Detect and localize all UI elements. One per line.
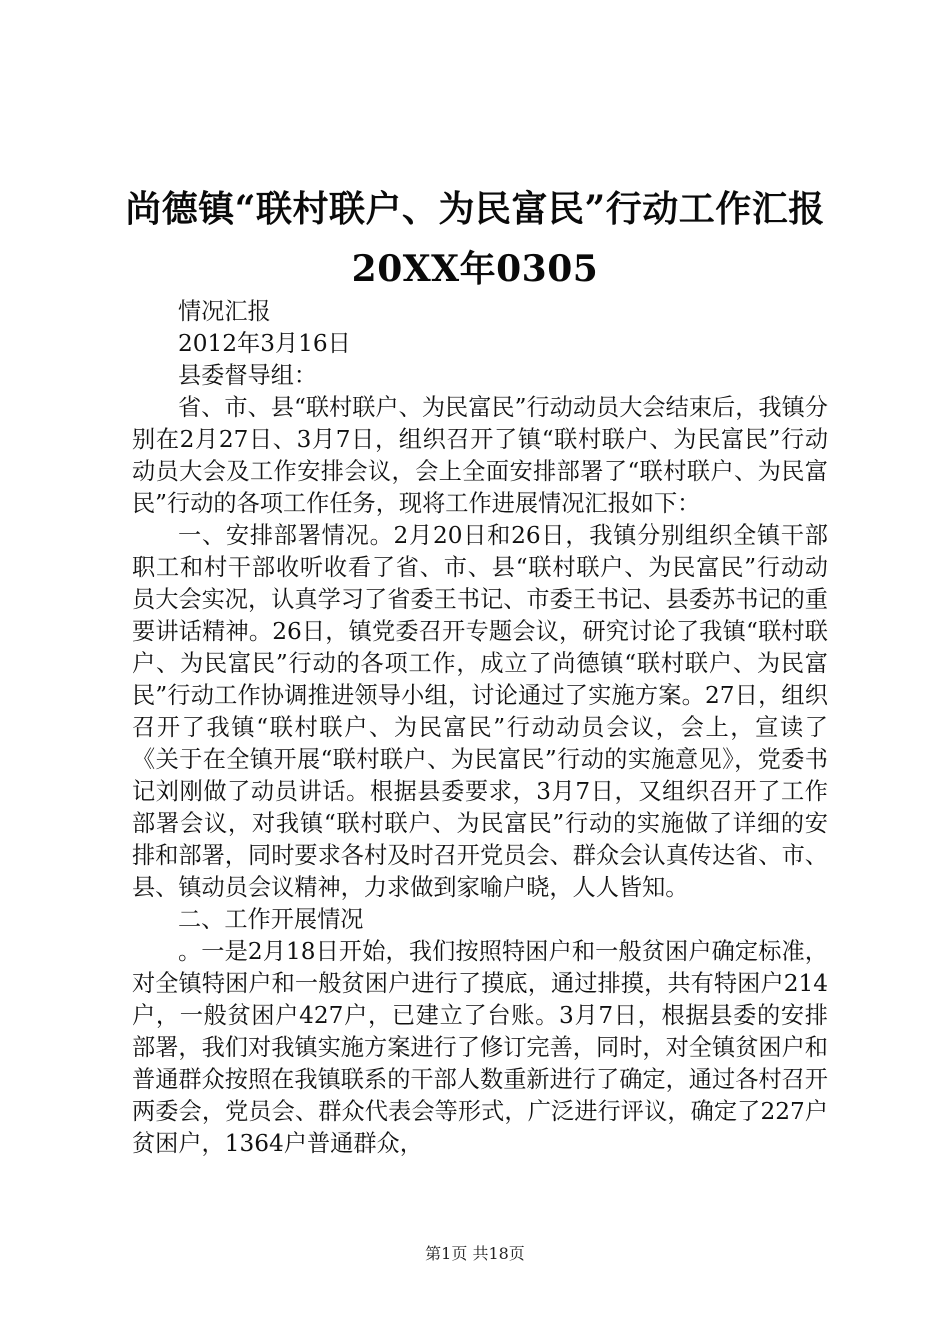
doc-paragraph-section-2: 。一是2月18日开始，我们按照特困户和一般贫困户确定标准，对全镇特困户和一般贫困户进行了摸底，通过排摸，共有特困户214户，一般贫困户427户，已建立了台账。3月7日，根据县委的安排部署，我们对我镇实施方案进行了修订完善，同时，对全镇贫困户和普通群众按照在我镇联系的干部人数重新进行了确定，通过各村召开两委会，党员会、群众代表会等形式，广泛进行评议，确定了227户贫困户，1364户普通群众， <box>132 938 828 1157</box>
document-title-line-1: 尚德镇“联村联户、为民富民”行动工作汇报 <box>125 188 825 230</box>
page-footer: 第1页 共18页 <box>425 1244 525 1263</box>
doc-paragraph-intro: 省、市、县“联村联户、为民富民”行动动员大会结束后，我镇分别在2月27日、3月7日，组织召开了镇“联村联户、为民富民”行动动员大会及工作安排会议，会上全面安排部署了“联村联户、为民富民”行动的各项工作任务，现将工作进展情况汇报如下： <box>132 394 828 517</box>
document-title-line-2: 20XX年0305 <box>351 248 599 290</box>
doc-section-2-heading: 二、工作开展情况 <box>178 906 364 933</box>
doc-paragraph-section-1: 一、安排部署情况。2月20日和26日，我镇分别组织全镇干部职工和村干部收听收看了省、市、县“联村联户、为民富民”行动动员大会实况，认真学习了省委王书记、市委王书记、县委苏书记的重要讲话精神。26日，镇党委召开专题会议，研究讨论了我镇“联村联户、为民富民”行动的各项工作，成立了尚德镇“联村联户、为民富民”行动工作协调推进领导小组，讨论通过了实施方案。27日，组织召开了我镇“联村联户、为民富民”行动动员会议，会上，宣读了《关于在全镇开展“联村联户、为民富民”行动的实施意见》，党委书记刘刚做了动员讲话。根据县委要求，3月7日，又组织召开了工作部署会议，对我镇“联村联户、为民富民”行动的实施做了详细的安排和部署，同时要求各村及时召开党员会、群众会认真传达省、市、县、镇动员会议精神，力求做到家喻户晓，人人皆知。 <box>132 522 828 901</box>
doc-heading-report: 情况汇报 <box>178 298 271 325</box>
doc-salutation: 县委督导组： <box>178 362 318 389</box>
document-body <box>132 296 828 1160</box>
doc-date: 2012年3月16日 <box>178 330 351 357</box>
